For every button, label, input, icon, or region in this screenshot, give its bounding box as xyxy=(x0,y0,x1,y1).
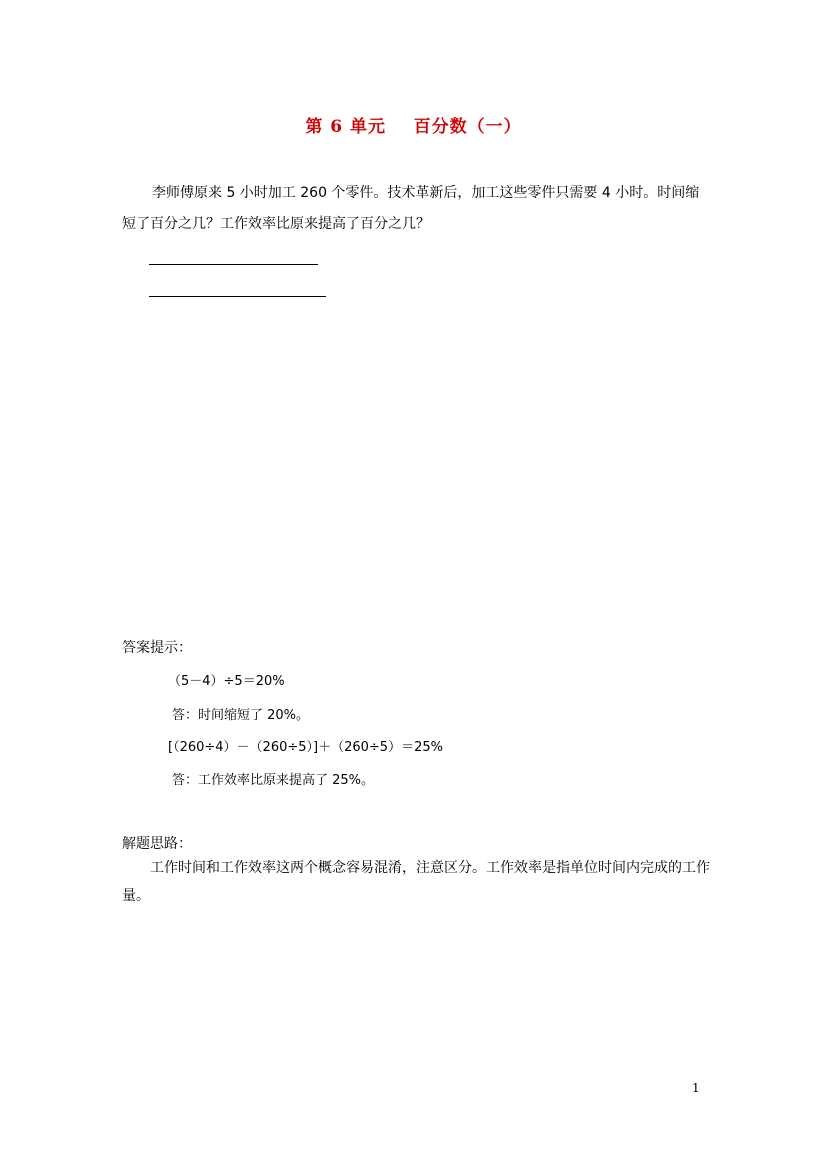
solution-thought-label: 解题思路： xyxy=(122,836,192,852)
problem-text: 李师傅原来 5 小时加工 260 个零件。技术革新后，加工这些零件只需要 4 小时。时间缩短了百分之几？工作效率比原来提高了百分之几？ xyxy=(122,185,700,232)
solution-thought-text: 工作时间和工作效率这两个概念容易混淆，注意区分。工作效率是指单位时间内完成的工作量。 xyxy=(122,860,710,904)
answer-hint-label: 答案提示： xyxy=(122,640,192,656)
answer-blank-line xyxy=(149,296,326,297)
answer-line-3: [（260÷4）－（260÷5）]＋（260÷5）＝25% xyxy=(168,740,443,755)
page-number: 1 xyxy=(692,1081,700,1095)
answer-line-4: 答：工作效率比原来提高了 25%。 xyxy=(172,773,375,788)
answer-line-1: （5－4）÷5＝20% xyxy=(168,674,285,689)
answer-line-2: 答：时间缩短了 20%。 xyxy=(172,708,310,723)
page-title: 第 6 单元 百分数（一） xyxy=(305,117,522,137)
answer-blank-line xyxy=(149,264,318,265)
